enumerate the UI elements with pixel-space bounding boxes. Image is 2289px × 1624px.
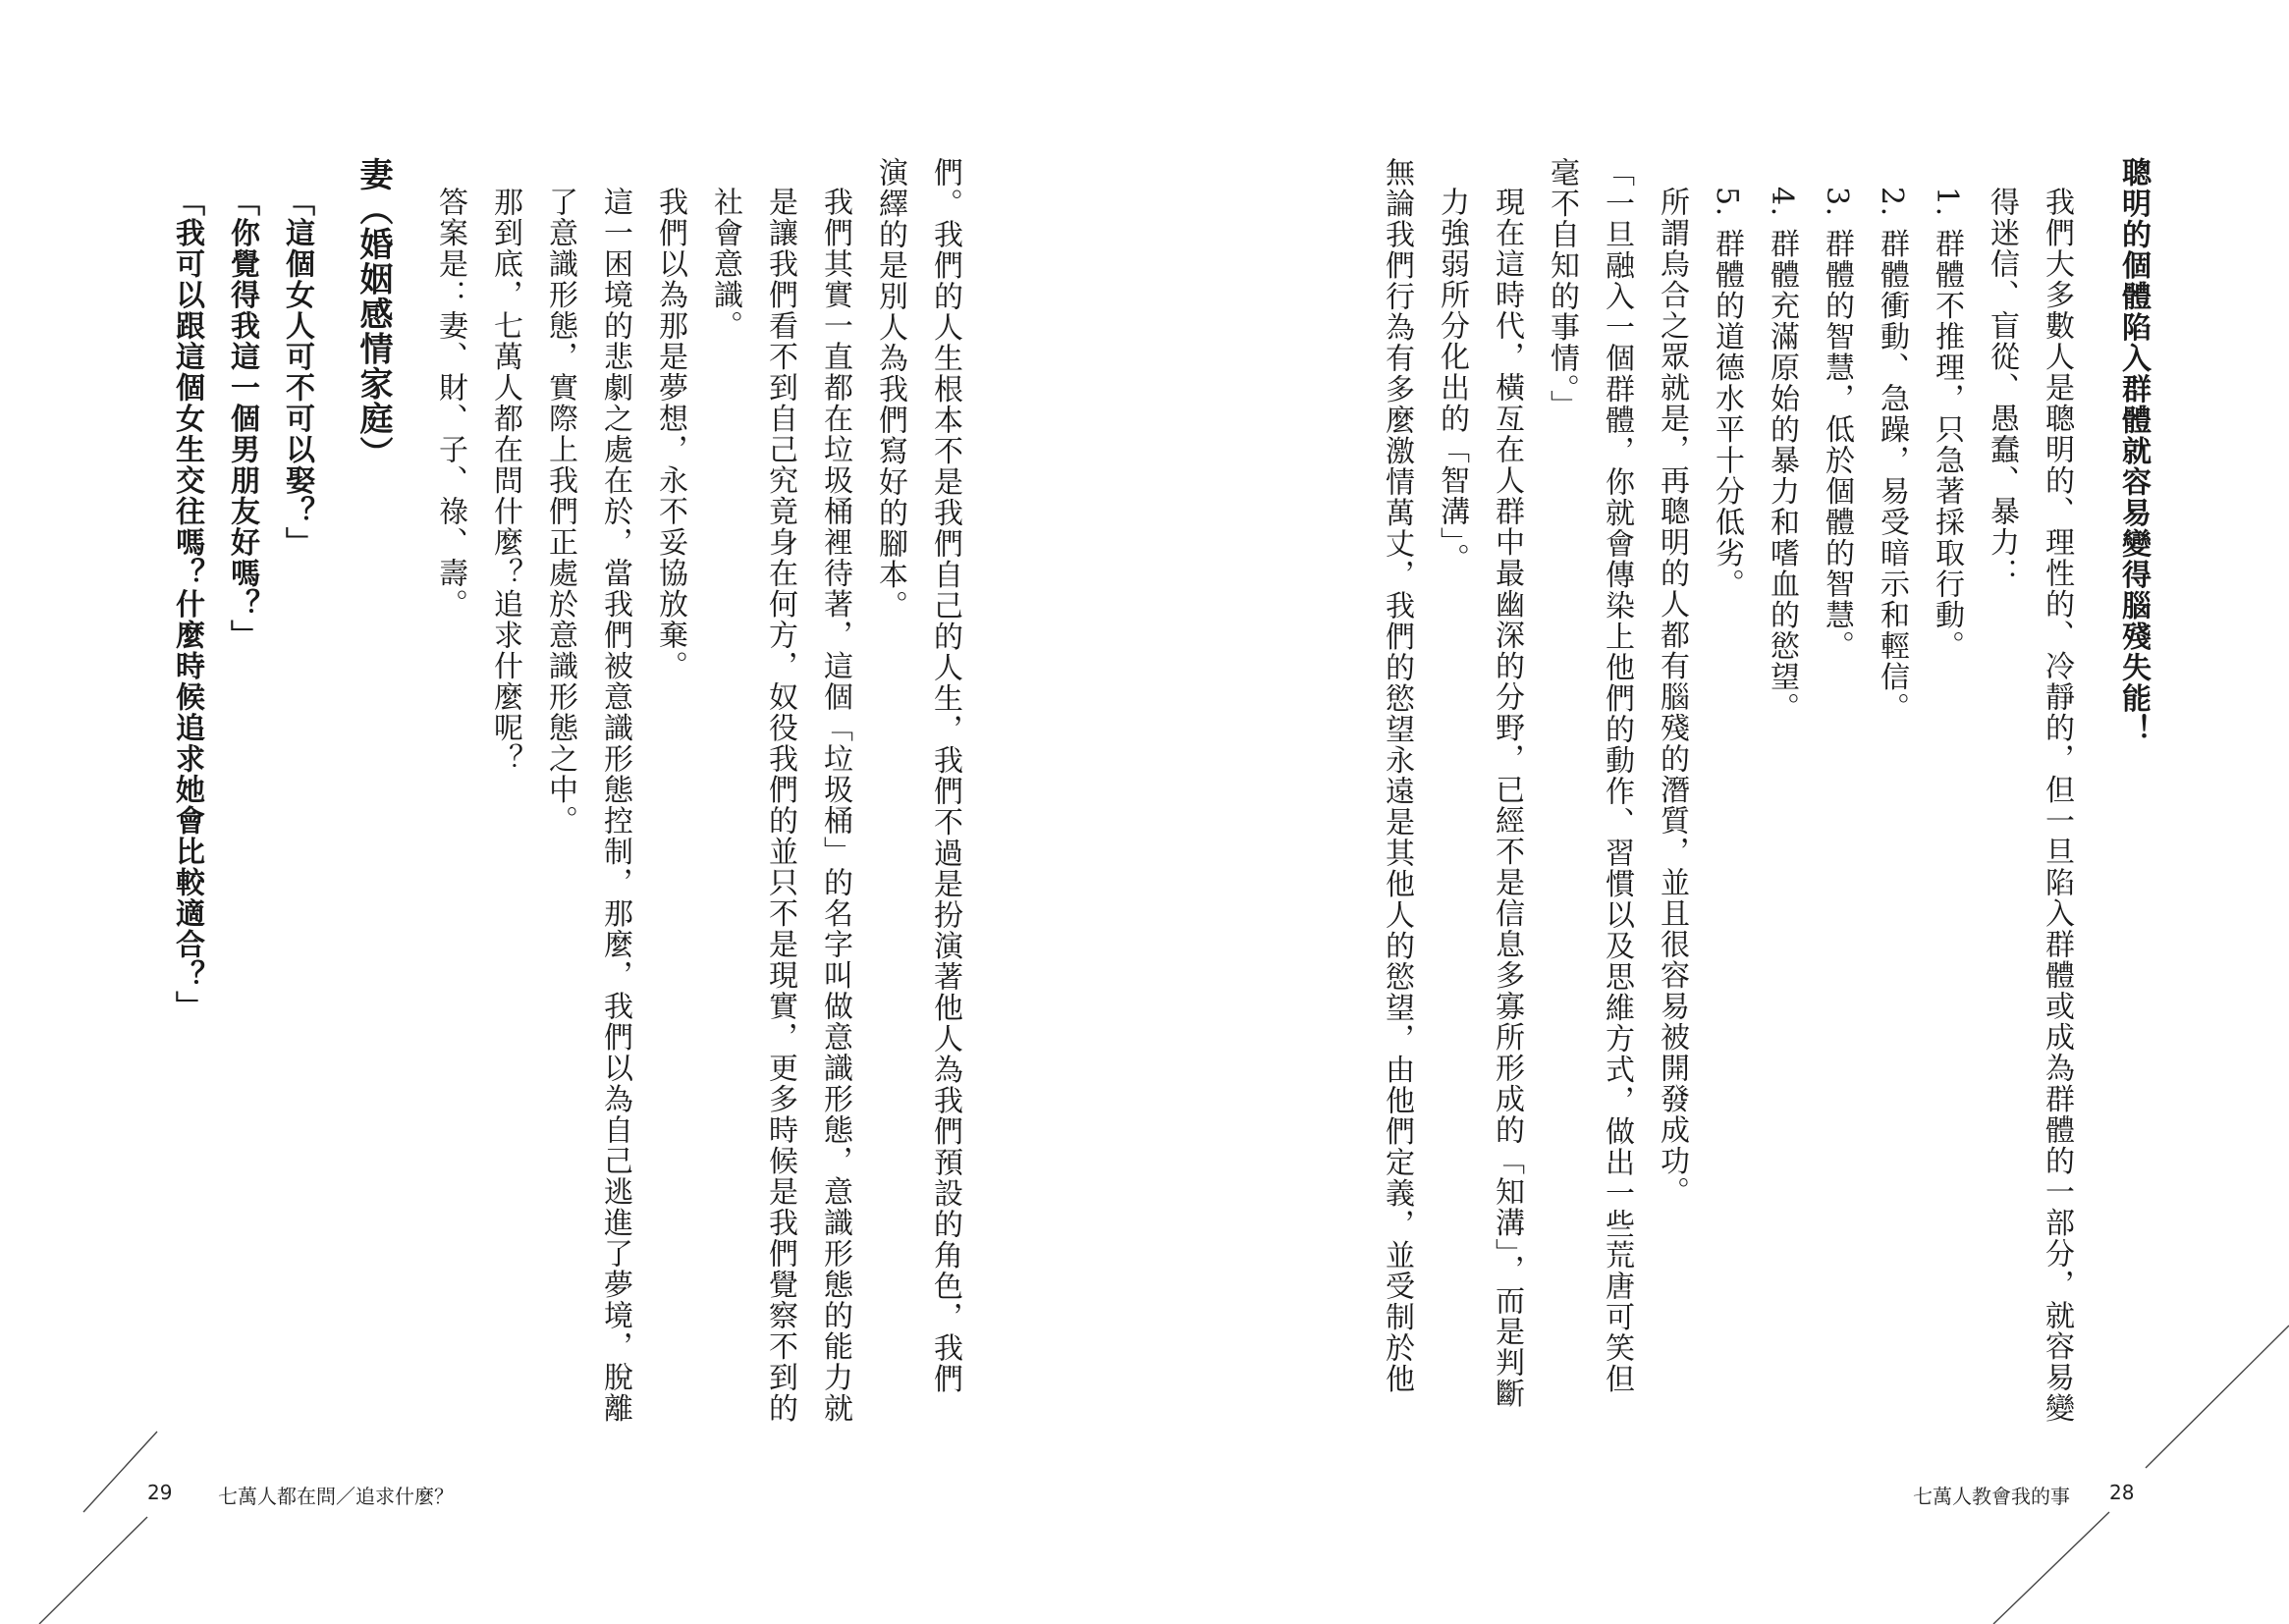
question-item: 「這個女人可不可以娶？」 xyxy=(280,187,314,558)
deco-line-left-bottom xyxy=(39,1517,147,1624)
paragraph: 所謂烏合之眾就是，再聰明的人都有腦殘的潛質，並且很容易被開發成功。 xyxy=(1655,187,1689,1208)
list-item: 2. 群體衝動、急躁，易受暗示和輕信。 xyxy=(1875,187,1909,724)
deco-line-right-top xyxy=(2146,1326,2289,1468)
question-item: 「你覺得我這一個男朋友好嗎？」 xyxy=(225,187,259,651)
paragraph: 這一困境的悲劇之處在於，當我們被意識形態控制，那麼，我們以為自己逃進了夢境，脫離了意識形態，實際上我們正處於意識形態之中。 xyxy=(543,187,632,1424)
page-number-left: 29 xyxy=(147,1481,173,1504)
page-number-right: 28 xyxy=(2109,1481,2135,1504)
list-item: 3. 群體的智慧，低於個體的智慧。 xyxy=(1820,187,1854,662)
right-page-text xyxy=(1306,157,2160,1424)
paragraph: 無論我們行為有多麼激情萬丈，我們的慾望永遠是其他人的慾望，由他們定義，並受制於他 xyxy=(1380,157,1414,1394)
list-item: 1. 群體不推理，只急著採取行動。 xyxy=(1930,187,1964,662)
list-item: 4. 群體充滿原始的暴力和嗜血的慾望。 xyxy=(1765,187,1799,724)
paragraph: 們。我們的人生根本不是我們自己的人生，我們不過是扮演著他人為我們預設的角色，我們演繹的是別人為我們寫好的腳本。 xyxy=(873,157,962,1394)
paragraph: 現在這時代，橫亙在人群中最幽深的分野，已經不是信息多寡所形成的「知溝」，而是判斷力強弱所分化出的「智溝」。 xyxy=(1435,187,1524,1409)
paragraph: 那到底，七萬人都在問什麼？追求什麼呢？ xyxy=(488,187,522,775)
paragraph: 答案是：妻、財、子、祿、壽。 xyxy=(433,187,467,620)
quote-paragraph: 「一旦融入一個群體，你就會傳染上他們的動作、習慣以及思維方式，做出一些荒唐可笑但毫不自知的事情。」 xyxy=(1545,157,1634,1394)
paragraph: 我們大多數人是聰明的、理性的、冷靜的，但一旦陷入群體或成為群體的一部分，就容易變得迷信、盲從、愚蠢、暴力： xyxy=(1985,187,2074,1424)
paragraph: 我們其實一直都在垃圾桶裡待著，這個「垃圾桶」的名字叫做意識形態，意識形態的能力就是讓我們看不到自己究竟身在何方，奴役我們的並只不是現實，更多時候是我們覺察不到的社會意識。 xyxy=(708,187,852,1424)
section-heading: 妻（婚姻感情家庭） xyxy=(354,157,393,471)
left-page-text xyxy=(147,157,972,1424)
deco-line-right-bottom xyxy=(1993,1512,2109,1624)
running-head-right: 七萬人教會我的事 xyxy=(1913,1485,2070,1508)
paragraph: 聰明的個體陷入群體就容易變得腦殘失能！ xyxy=(2116,157,2151,745)
list-item: 5. 群體的道德水平十分低劣。 xyxy=(1710,187,1744,600)
paragraph: 我們以為那是夢想，永不妥協放棄。 xyxy=(653,187,687,681)
running-head-left: 七萬人都在問／追求什麼？ xyxy=(218,1485,454,1508)
deco-line-left-top xyxy=(83,1432,157,1512)
question-item: 「我可以跟這個女生交往嗎？什麼時候追求她會比較適合？」 xyxy=(170,187,204,1022)
